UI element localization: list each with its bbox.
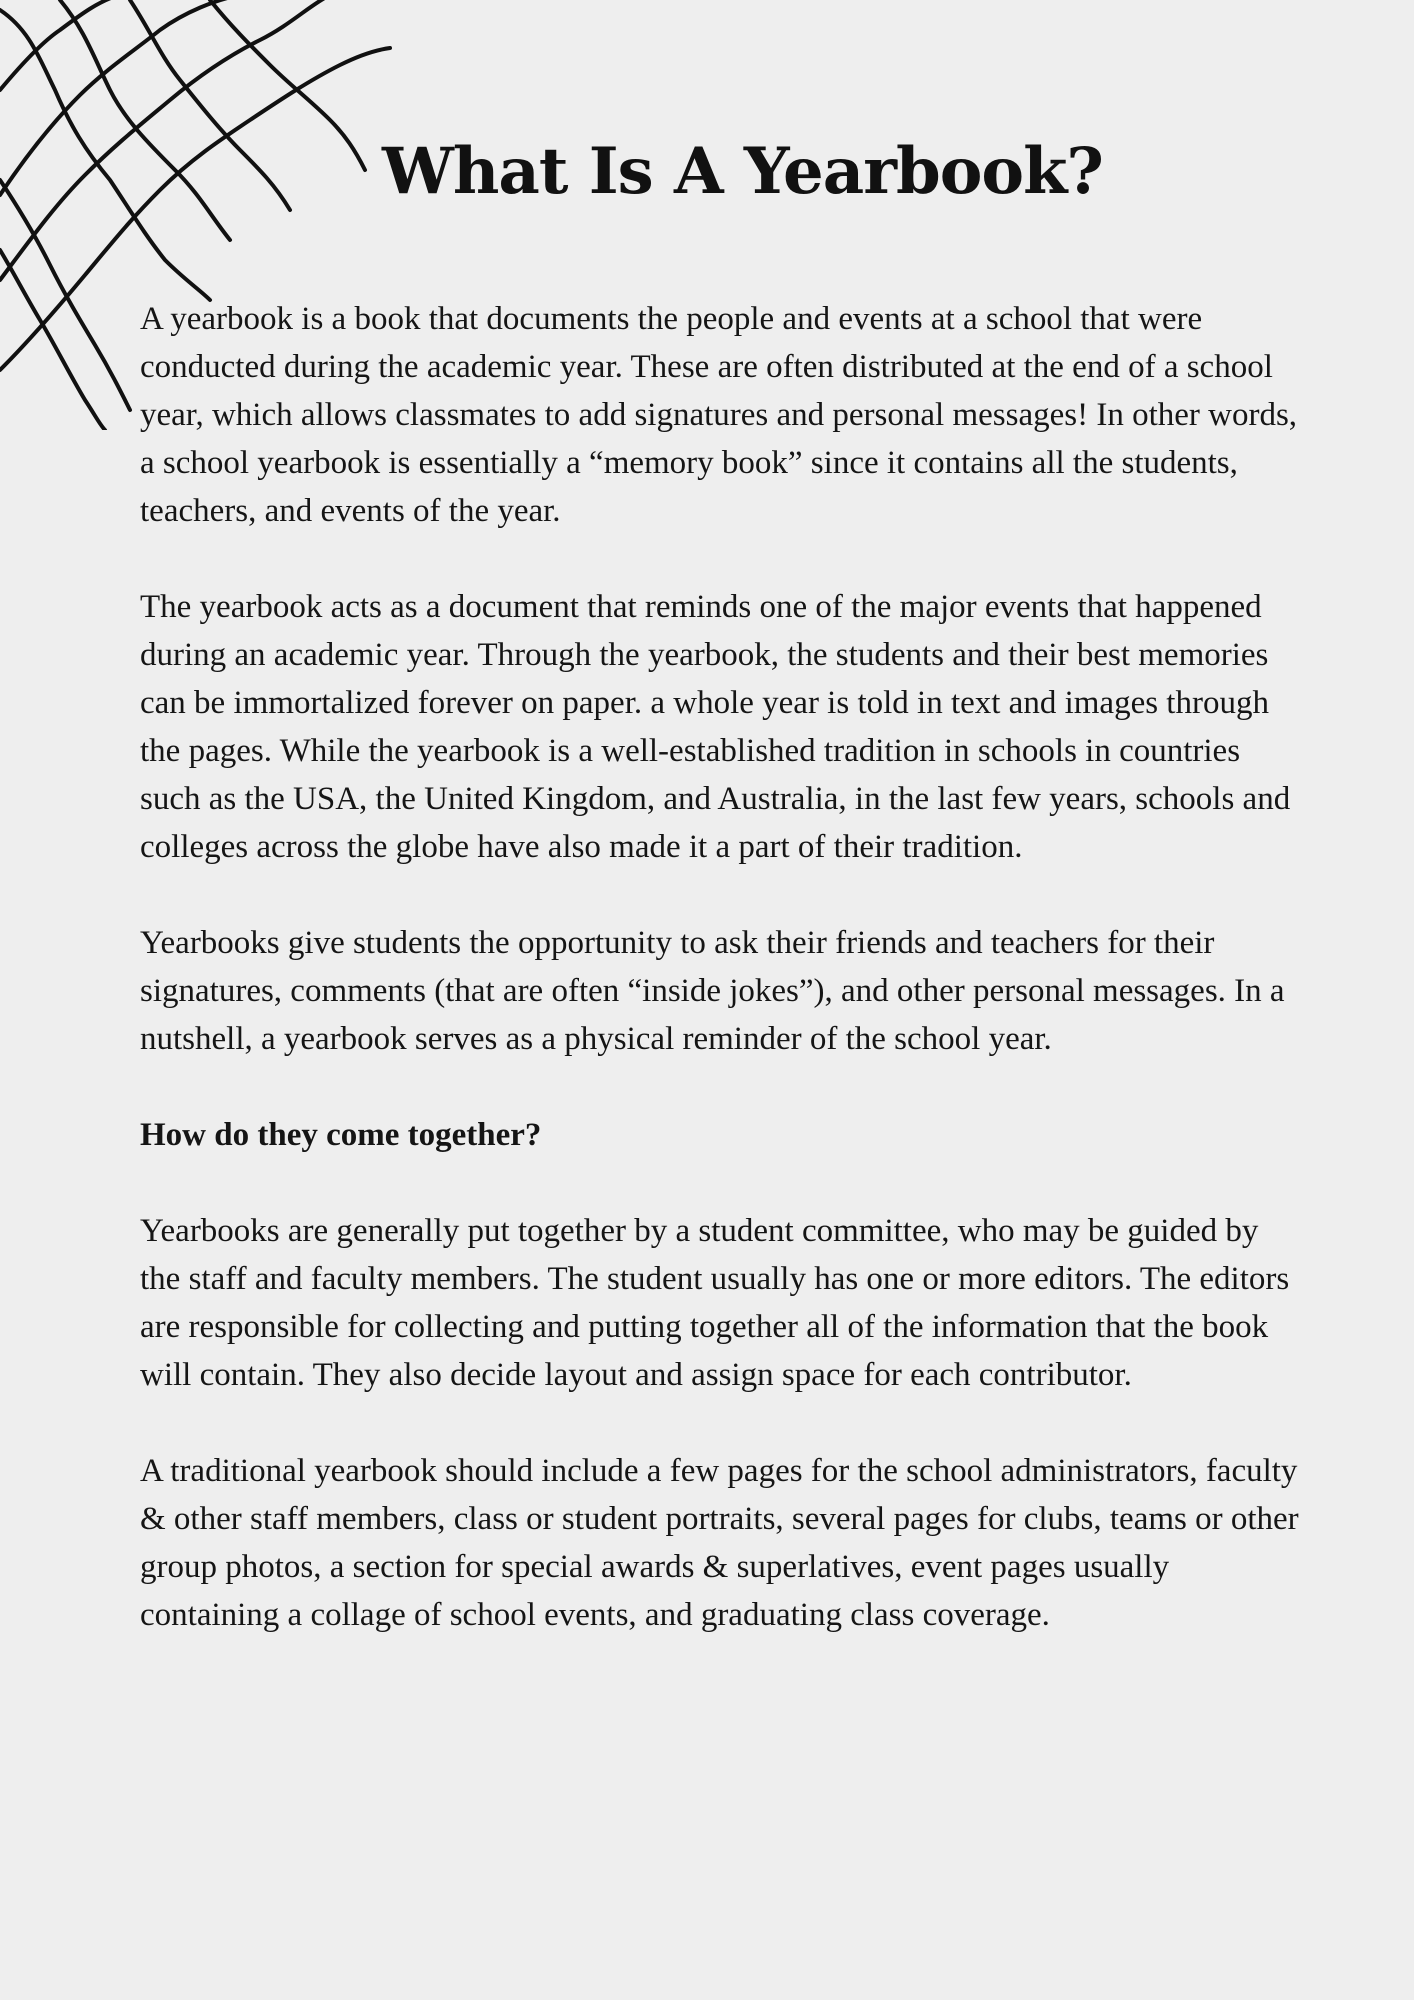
paragraph: Yearbooks are generally put together by a student committee, who may be guided by the staff and faculty members. The student usually has one or more editors. The editors are responsible for collecting and putting together all of the information that the book will contain. They also decide layout and assign space for each contributor.	[140, 1213, 1290, 1393]
paragraph: Yearbooks give students the opportunity to ask their friends and teachers for their signatures, comments (that are often “inside jokes”), and other personal messages. In a nutshell, a yearbook serves as a physical reminder of the school year.	[140, 925, 1285, 1057]
body-text	[140, 295, 1300, 1687]
page-title: What Is A Yearbook?	[382, 134, 1103, 209]
paragraph: A traditional yearbook should include a few pages for the school administrators, faculty & other staff members, class or student portraits, several pages for clubs, teams or other group photos, a section for special awards & superlatives, event pages usually containing a collage of school events, and graduating class coverage.	[140, 1453, 1299, 1633]
paragraph: A yearbook is a book that documents the people and events at a school that were conducted during the academic year. These are often distributed at the end of a school year, which allows classmates to add signatures and personal messages! In other words, a school yearbook is essentially a “memory book” since it contains all the students, teachers, and events of the year.	[140, 301, 1298, 529]
paragraph: The yearbook acts as a document that reminds one of the major events that happened during an academic year. Through the yearbook, the students and their best memories can be immortalized forever on paper. a whole year is told in text and images through the pages. While the yearbook is a well-established tradition in schools in countries such as the USA, the United Kingdom, and Australia, in the last few years, schools and colleges across the globe have also made it a part of their tradition.	[140, 589, 1291, 865]
subheading: How do they come together?	[140, 1117, 542, 1153]
